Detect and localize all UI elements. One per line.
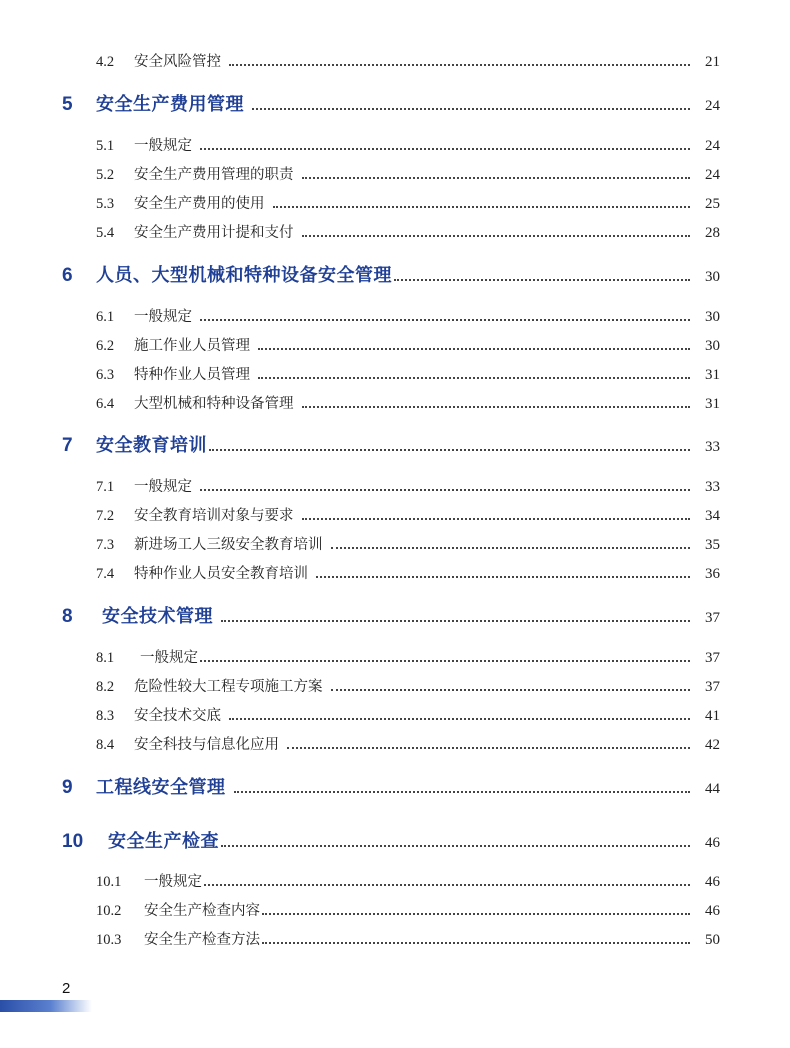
dot-leader <box>258 376 690 379</box>
section-number: 7.3 <box>96 537 115 553</box>
dot-leader <box>229 717 690 720</box>
page-ref: 34 <box>705 508 720 524</box>
page-ref: 37 <box>705 650 720 666</box>
toc-section-6-4[interactable] <box>96 392 720 413</box>
page-ref: 44 <box>705 781 720 797</box>
section-number: 5.2 <box>96 167 115 183</box>
section-number: 8.1 <box>96 650 115 666</box>
page-ref: 37 <box>705 679 720 695</box>
section-title: 施工作业人员管理 <box>134 338 250 354</box>
toc-section-10-2[interactable] <box>96 899 720 920</box>
section-title: 大型机械和特种设备管理 <box>134 396 294 412</box>
toc-chapter-10[interactable] <box>62 827 720 853</box>
page-ref: 24 <box>705 167 720 183</box>
section-title: 一般规定 <box>134 309 192 325</box>
toc-section-5-1[interactable] <box>96 134 720 155</box>
page-ref: 31 <box>705 367 720 383</box>
dot-leader <box>200 488 690 491</box>
chapter-number: 7 <box>62 435 73 456</box>
dot-leader <box>302 176 691 179</box>
dot-leader <box>287 746 690 749</box>
toc-section-10-1[interactable] <box>96 870 720 891</box>
section-title: 一般规定 <box>144 874 202 890</box>
section-title: 危险性较大工程专项施工方案 <box>134 679 323 695</box>
toc-section-8-2[interactable] <box>96 675 720 696</box>
page-ref: 30 <box>705 338 720 354</box>
section-title: 安全科技与信息化应用 <box>134 737 279 753</box>
toc-section-6-2[interactable] <box>96 334 720 355</box>
page-ref: 42 <box>705 737 720 753</box>
dot-leader <box>221 844 690 847</box>
chapter-title: 人员、大型机械和特种设备安全管理 <box>96 265 392 286</box>
dot-leader <box>262 941 690 944</box>
section-title: 一般规定 <box>134 479 192 495</box>
dot-leader <box>302 234 691 237</box>
toc-section-7-1[interactable] <box>96 475 720 496</box>
section-number: 10.1 <box>96 874 122 890</box>
page-ref: 46 <box>705 874 720 890</box>
chapter-number: 5 <box>62 94 73 115</box>
toc-section-8-4[interactable] <box>96 733 720 754</box>
footer-accent-bar <box>0 1000 92 1012</box>
page-ref: 46 <box>705 903 720 919</box>
dot-leader <box>302 517 691 520</box>
section-number: 6.4 <box>96 396 115 412</box>
section-number: 6.1 <box>96 309 115 325</box>
page-ref: 33 <box>705 479 720 495</box>
dot-leader <box>331 546 691 549</box>
page-ref: 21 <box>705 54 720 70</box>
section-title: 安全技术交底 <box>134 708 221 724</box>
dot-leader <box>200 318 690 321</box>
section-number: 10.3 <box>96 932 122 948</box>
toc-section-7-4[interactable] <box>96 562 720 583</box>
page-ref: 35 <box>705 537 720 553</box>
chapter-number: 6 <box>62 265 73 286</box>
section-title: 安全生产费用计提和支付 <box>134 225 294 241</box>
section-title: 安全生产检查方法 <box>144 932 260 948</box>
toc-chapter-7[interactable] <box>62 431 720 457</box>
dot-leader <box>200 147 690 150</box>
dot-leader <box>258 347 690 350</box>
toc-section-8-3[interactable] <box>96 704 720 725</box>
section-title: 特种作业人员管理 <box>134 367 250 383</box>
section-number: 10.2 <box>96 903 122 919</box>
dot-leader <box>316 575 690 578</box>
page-ref: 33 <box>705 439 720 455</box>
section-title: 新进场工人三级安全教育培训 <box>134 537 323 553</box>
page-ref: 37 <box>705 610 720 626</box>
dot-leader <box>252 107 690 110</box>
section-number: 7.2 <box>96 508 115 524</box>
section-number: 5.3 <box>96 196 115 212</box>
chapter-title: 安全生产检查 <box>108 831 219 852</box>
section-title: 特种作业人员安全教育培训 <box>134 566 308 582</box>
section-number: 5.1 <box>96 138 115 154</box>
chapter-number: 10 <box>62 831 84 852</box>
page-ref: 46 <box>705 835 720 851</box>
section-number: 5.4 <box>96 225 115 241</box>
dot-leader <box>229 63 690 66</box>
page-ref: 50 <box>705 932 720 948</box>
toc-chapter-5[interactable] <box>62 90 720 116</box>
dot-leader <box>302 405 691 408</box>
chapter-number: 8 <box>62 606 73 627</box>
page-ref: 28 <box>705 225 720 241</box>
section-title: 安全生产检查内容 <box>144 903 260 919</box>
dot-leader <box>394 278 690 281</box>
chapter-title: 安全生产费用管理 <box>96 94 244 115</box>
page-ref: 30 <box>705 309 720 325</box>
dot-leader <box>209 448 690 451</box>
page-ref: 24 <box>705 138 720 154</box>
section-number: 7.4 <box>96 566 115 582</box>
section-title: 一般规定 <box>140 650 198 666</box>
section-title: 安全风险管控 <box>134 54 221 70</box>
dot-leader <box>204 883 690 886</box>
page-ref: 36 <box>705 566 720 582</box>
section-number: 8.4 <box>96 737 115 753</box>
section-number: 8.2 <box>96 679 115 695</box>
page-ref: 31 <box>705 396 720 412</box>
section-title: 安全教育培训对象与要求 <box>134 508 294 524</box>
section-title: 安全生产费用管理的职责 <box>134 167 294 183</box>
toc-section-5-4[interactable] <box>96 221 720 242</box>
toc-section-5-2[interactable] <box>96 163 720 184</box>
toc-section-7-3[interactable] <box>96 533 720 554</box>
chapter-number: 9 <box>62 777 73 798</box>
dot-leader <box>200 659 690 662</box>
toc-section-8-1[interactable] <box>96 646 720 667</box>
dot-leader <box>221 619 690 622</box>
dot-leader <box>273 205 691 208</box>
section-number: 8.3 <box>96 708 115 724</box>
section-title: 安全生产费用的使用 <box>134 196 265 212</box>
section-number: 4.2 <box>96 54 115 70</box>
page-ref: 30 <box>705 269 720 285</box>
toc-section-5-3[interactable] <box>96 192 720 213</box>
toc-section-4-2[interactable] <box>96 50 720 71</box>
toc-section-7-2[interactable] <box>96 504 720 525</box>
toc-section-10-3[interactable] <box>96 928 720 949</box>
page-ref: 25 <box>705 196 720 212</box>
toc-section-6-1[interactable] <box>96 305 720 326</box>
section-title: 一般规定 <box>134 138 192 154</box>
dot-leader <box>331 688 691 691</box>
page-ref: 41 <box>705 708 720 724</box>
toc-chapter-8[interactable] <box>62 602 720 628</box>
chapter-title: 安全技术管理 <box>102 606 213 627</box>
chapter-title: 安全教育培训 <box>96 435 207 456</box>
toc-chapter-9[interactable] <box>62 773 720 799</box>
chapter-title: 工程线安全管理 <box>96 777 226 798</box>
section-number: 6.2 <box>96 338 115 354</box>
section-number: 7.1 <box>96 479 115 495</box>
toc-section-6-3[interactable] <box>96 363 720 384</box>
dot-leader <box>234 790 691 793</box>
page-ref: 24 <box>705 98 720 114</box>
page-number: 2 <box>62 980 71 997</box>
dot-leader <box>262 912 690 915</box>
section-number: 6.3 <box>96 367 115 383</box>
toc-chapter-6[interactable] <box>62 261 720 287</box>
